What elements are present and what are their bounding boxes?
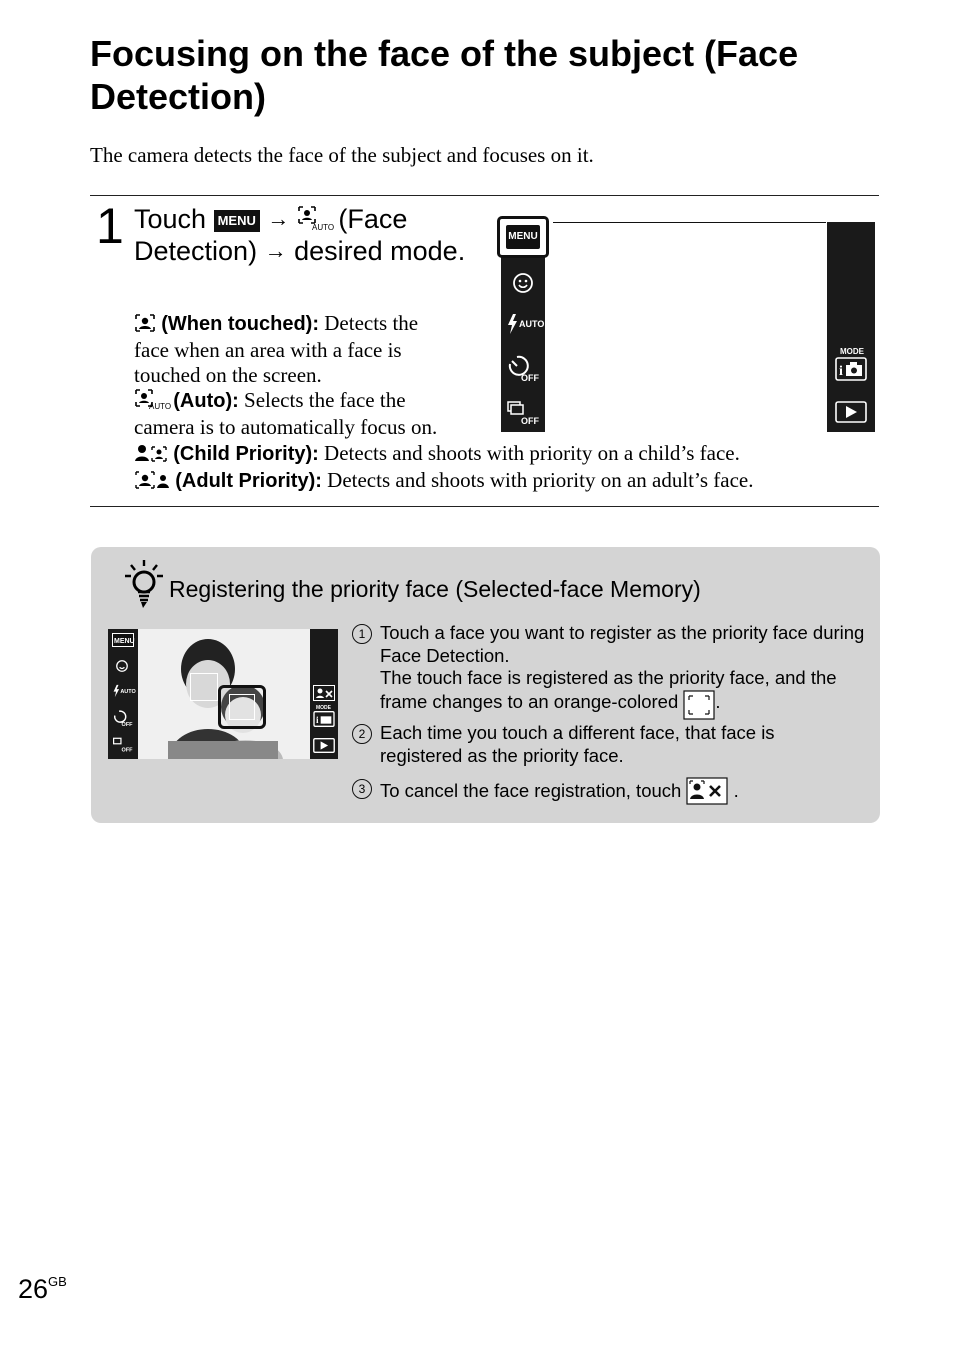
top-divider: [90, 195, 879, 196]
mode-label: (Auto):: [173, 390, 239, 412]
mode-label: (When touched):: [161, 313, 319, 335]
flash-auto-icon[interactable]: [507, 313, 543, 335]
face-frame: [190, 673, 218, 701]
camera-screen-illustration: [497, 216, 875, 432]
svg-text:AUTO: AUTO: [149, 402, 172, 411]
cancel-face-registration-icon[interactable]: [686, 777, 728, 805]
mode-text: Detects the face when an area with a face is touched on the screen.: [134, 311, 419, 387]
arrow-icon: →: [267, 206, 290, 231]
child-priority-icon: [134, 443, 168, 463]
desired-mode-label: desired mode.: [294, 236, 466, 266]
bottom-divider: [90, 506, 879, 507]
page-number: [18, 1266, 67, 1305]
burst-off-icon[interactable]: [507, 400, 543, 426]
tip-number: 2: [352, 724, 372, 744]
intelligent-auto-icon[interactable]: [835, 357, 867, 381]
step-number: 1: [96, 198, 124, 254]
mode-label: (Child Priority):: [173, 443, 319, 465]
tip-text-end: .: [733, 780, 739, 801]
tip-text-end: .: [715, 690, 721, 712]
camera-viewfinder[interactable]: [553, 222, 826, 431]
self-timer-off-icon[interactable]: [507, 354, 543, 382]
tip-item-2: Each time you touch a different face, that face is registered as the priority face.: [380, 722, 775, 766]
svg-text:OFF: OFF: [121, 721, 133, 728]
mode-label: MODE: [840, 347, 864, 356]
tip-item-3: [380, 777, 880, 805]
menu-button-small-icon[interactable]: [112, 633, 134, 647]
svg-text:OFF: OFF: [521, 416, 539, 426]
mode-text: Detects and shoots with priority on an adult’s face.: [327, 468, 754, 492]
flash-auto-small-icon[interactable]: [113, 684, 135, 698]
cancel-face-registration-small-icon[interactable]: [313, 685, 335, 701]
svg-text:AUTO: AUTO: [311, 223, 334, 232]
lightbulb-tip-icon: [121, 556, 169, 610]
face-detection-auto-icon: [297, 205, 334, 232]
smile-small-icon[interactable]: [115, 659, 129, 673]
priority-face-frame-inner: [229, 694, 255, 720]
mode-small-label: MODE: [316, 705, 331, 711]
tip-number: 3: [352, 779, 372, 799]
face-auto-icon: [134, 388, 172, 411]
face-detection-label: (Face Detection): [134, 204, 408, 266]
intro-text: The camera detects the face of the subject and focuses on it.: [90, 143, 594, 167]
menu-button-label: MENU: [506, 225, 540, 249]
mode-auto: [134, 388, 464, 440]
menu-button[interactable]: [497, 216, 549, 258]
priority-face-frame[interactable]: [218, 685, 266, 729]
tip-text: The touch face is registered as the priority face, and the frame changes to an orange-colored: [380, 667, 837, 712]
page-suffix: GB: [48, 1274, 67, 1289]
mode-child-priority: [134, 441, 834, 468]
burst-off-small-icon[interactable]: [113, 737, 135, 753]
menu-chip-icon: MENU: [214, 210, 260, 232]
svg-text:OFF: OFF: [521, 373, 539, 383]
svg-text:OFF: OFF: [121, 747, 133, 754]
mode-adult-priority: [134, 468, 854, 495]
svg-text:i: i: [316, 716, 319, 726]
mode-when-touched: [134, 311, 454, 389]
mode-text: Detects and shoots with priority on a child’s face.: [324, 441, 740, 465]
page-number-value: 26: [18, 1274, 49, 1304]
intelligent-auto-small-icon[interactable]: [313, 711, 335, 727]
svg-text:i: i: [839, 364, 843, 379]
tip-number: 1: [352, 624, 372, 644]
face-memory-screen-illustration: [108, 629, 338, 759]
tip-text-line2: [380, 667, 880, 720]
tip-text: Touch a face you want to register as the priority face during Face Detection.: [380, 622, 865, 666]
touch-word: Touch: [134, 204, 207, 234]
svg-text:AUTO: AUTO: [519, 319, 545, 329]
tip-text: To cancel the face registration, touch: [380, 780, 682, 801]
page-title: Focusing on the face of the subject (Face Detection): [90, 33, 799, 117]
playback-icon[interactable]: [835, 401, 867, 423]
step-heading: [134, 203, 474, 267]
tip-item-1: [380, 622, 880, 720]
playback-small-icon[interactable]: [313, 738, 335, 753]
svg-text:AUTO: AUTO: [120, 688, 136, 695]
face-touch-icon: [134, 313, 156, 333]
self-timer-off-small-icon[interactable]: [113, 709, 135, 727]
tip-heading: Registering the priority face (Selected-face Memory): [169, 576, 701, 602]
orange-frame-icon: [683, 690, 715, 720]
adult-priority-icon: [134, 470, 170, 490]
mode-label: (Adult Priority):: [175, 470, 322, 492]
mode-text: Selects the face the camera is to automatically focus on.: [134, 388, 438, 439]
face-memory-viewfinder[interactable]: [138, 629, 310, 759]
smile-icon[interactable]: [511, 271, 535, 295]
arrow-icon-2: →: [264, 238, 287, 263]
svg-text:MENU: MENU: [114, 638, 135, 645]
